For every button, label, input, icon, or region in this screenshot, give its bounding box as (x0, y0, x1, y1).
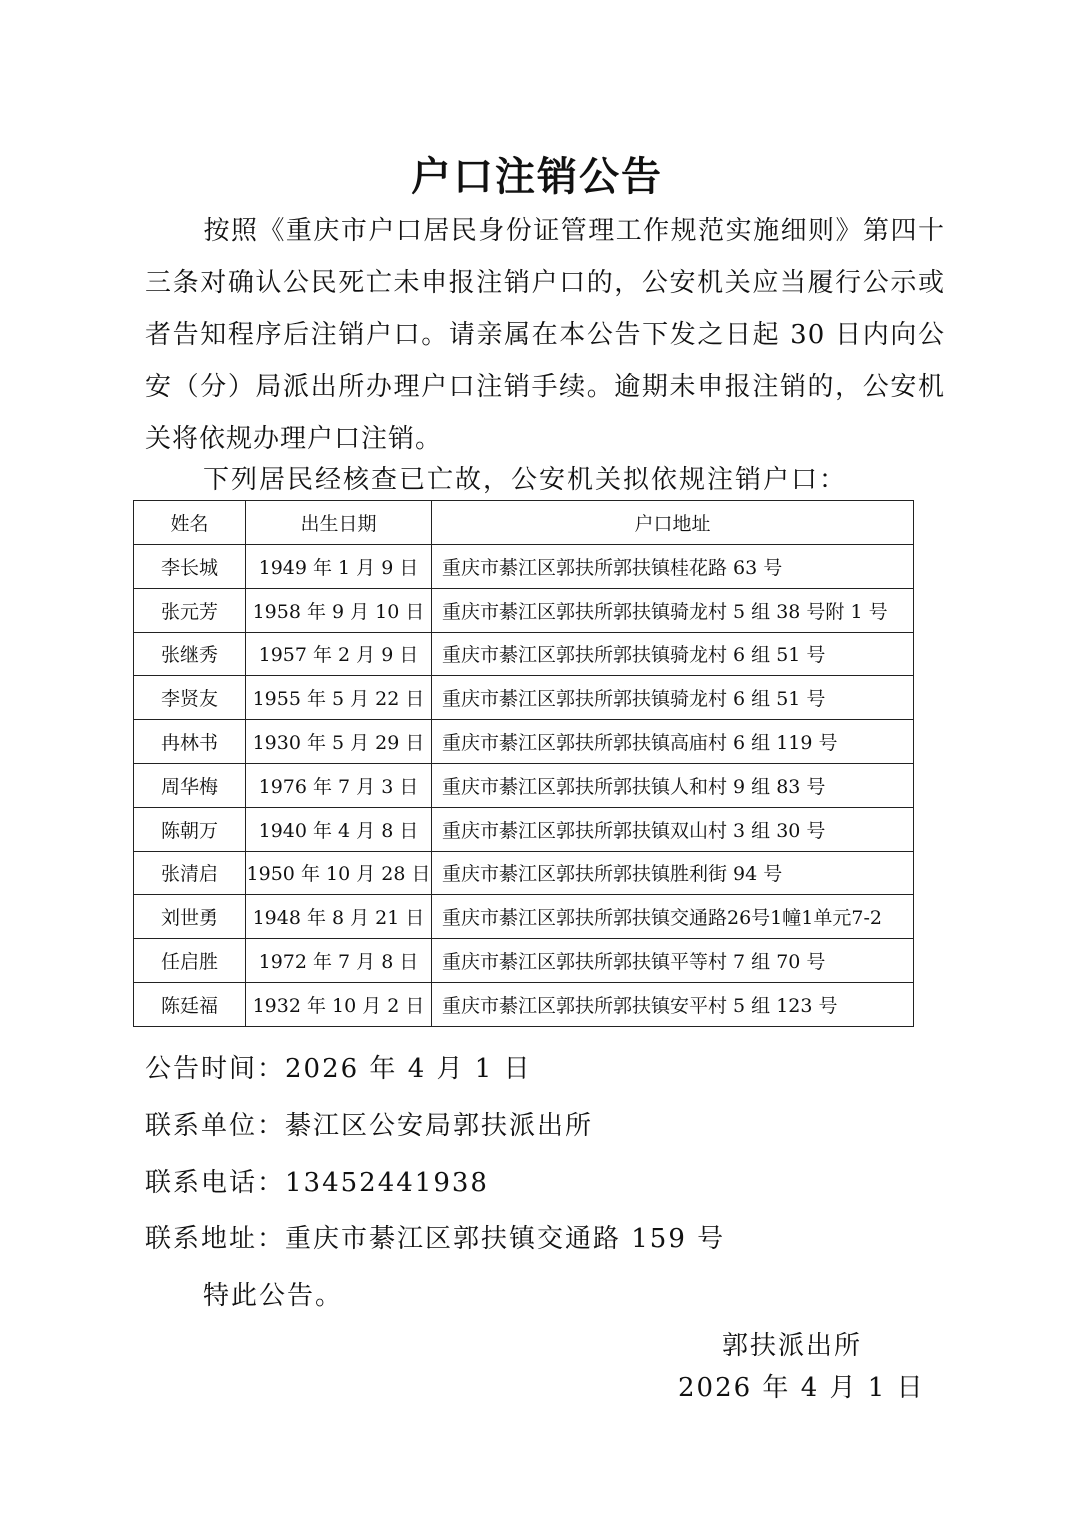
table-row (134, 588, 914, 632)
table-row (134, 807, 914, 851)
cell-birthdate: 1940 年 4 月 8 日 (246, 807, 432, 851)
table-row (134, 632, 914, 676)
list-intro: 下列居民经核查已亡故，公安机关拟依规注销户口： (203, 465, 848, 495)
notice-time: 公告时间：2026 年 4 月 1 日 (145, 1054, 532, 1084)
contact-unit: 联系单位：綦江区公安局郭扶派出所 (145, 1111, 594, 1141)
cell-address: 重庆市綦江区郭扶所郭扶镇骑龙村 5 组 38 号附 1 号 (432, 588, 914, 632)
table-row (134, 545, 914, 589)
cell-address: 重庆市綦江区郭扶所郭扶镇桂花路 63 号 (432, 545, 914, 589)
table-row (134, 982, 914, 1026)
cell-address: 重庆市綦江区郭扶所郭扶镇交通路26号1幢1单元7-2 (432, 895, 914, 939)
notice-paragraph (145, 205, 945, 465)
signature-org: 郭扶派出所 (722, 1331, 863, 1361)
cell-name: 任启胜 (134, 939, 246, 983)
cell-birthdate: 1932 年 10 月 2 日 (246, 982, 432, 1026)
table-row (134, 763, 914, 807)
header-name: 姓名 (134, 501, 246, 545)
cell-name: 张继秀 (134, 632, 246, 676)
cell-name: 陈廷福 (134, 982, 246, 1026)
cell-birthdate: 1950 年 10 月 28 日 (246, 851, 432, 895)
signature-date: 2026 年 4 月 1 日 (678, 1373, 925, 1403)
cell-address: 重庆市綦江区郭扶所郭扶镇骑龙村 6 组 51 号 (432, 632, 914, 676)
contact-phone: 联系电话：13452441938 (145, 1168, 489, 1198)
table-row (134, 720, 914, 764)
cell-name: 李贤友 (134, 676, 246, 720)
cell-name: 周华梅 (134, 763, 246, 807)
page-title: 户口注销公告 (411, 153, 663, 200)
paragraph-text: 按照《重庆市户口居民身份证管理工作规范实施细则》第四十三条对确认公民死亡未申报注销户口的，公安机关应当履行公示或者告知程序后注销户口。请亲属在本公告下发之日起 30 日内向公安（分）局派出所办理户口注销手续。逾期未申报注销的，公安机关将依规办理户口注销。 (145, 216, 945, 454)
cell-address: 重庆市綦江区郭扶所郭扶镇骑龙村 6 组 51 号 (432, 676, 914, 720)
header-birthdate: 出生日期 (246, 501, 432, 545)
cell-name: 张清启 (134, 851, 246, 895)
cell-birthdate: 1957 年 2 月 9 日 (246, 632, 432, 676)
table-row (134, 939, 914, 983)
cell-birthdate: 1948 年 8 月 21 日 (246, 895, 432, 939)
deceased-residents-table (133, 500, 914, 1027)
cell-address: 重庆市綦江区郭扶所郭扶镇平等村 7 组 70 号 (432, 939, 914, 983)
cell-birthdate: 1958 年 9 月 10 日 (246, 588, 432, 632)
cell-address: 重庆市綦江区郭扶所郭扶镇人和村 9 组 83 号 (432, 763, 914, 807)
cell-birthdate: 1972 年 7 月 8 日 (246, 939, 432, 983)
cell-address: 重庆市綦江区郭扶所郭扶镇胜利街 94 号 (432, 851, 914, 895)
table-row (134, 851, 914, 895)
cell-name: 刘世勇 (134, 895, 246, 939)
contact-address: 联系地址：重庆市綦江区郭扶镇交通路 159 号 (145, 1224, 726, 1254)
table-row (134, 895, 914, 939)
cell-address: 重庆市綦江区郭扶所郭扶镇高庙村 6 组 119 号 (432, 720, 914, 764)
cell-birthdate: 1949 年 1 月 9 日 (246, 545, 432, 589)
cell-address: 重庆市綦江区郭扶所郭扶镇安平村 5 组 123 号 (432, 982, 914, 1026)
cell-birthdate: 1955 年 5 月 22 日 (246, 676, 432, 720)
cell-name: 张元芳 (134, 588, 246, 632)
closing-statement: 特此公告。 (203, 1281, 344, 1311)
cell-name: 李长城 (134, 545, 246, 589)
cell-birthdate: 1976 年 7 月 3 日 (246, 763, 432, 807)
cell-address: 重庆市綦江区郭扶所郭扶镇双山村 3 组 30 号 (432, 807, 914, 851)
header-address: 户口地址 (432, 501, 914, 545)
cell-name: 冉林书 (134, 720, 246, 764)
cell-birthdate: 1930 年 5 月 29 日 (246, 720, 432, 764)
table-row (134, 676, 914, 720)
table-header-row (134, 501, 914, 545)
cell-name: 陈朝万 (134, 807, 246, 851)
